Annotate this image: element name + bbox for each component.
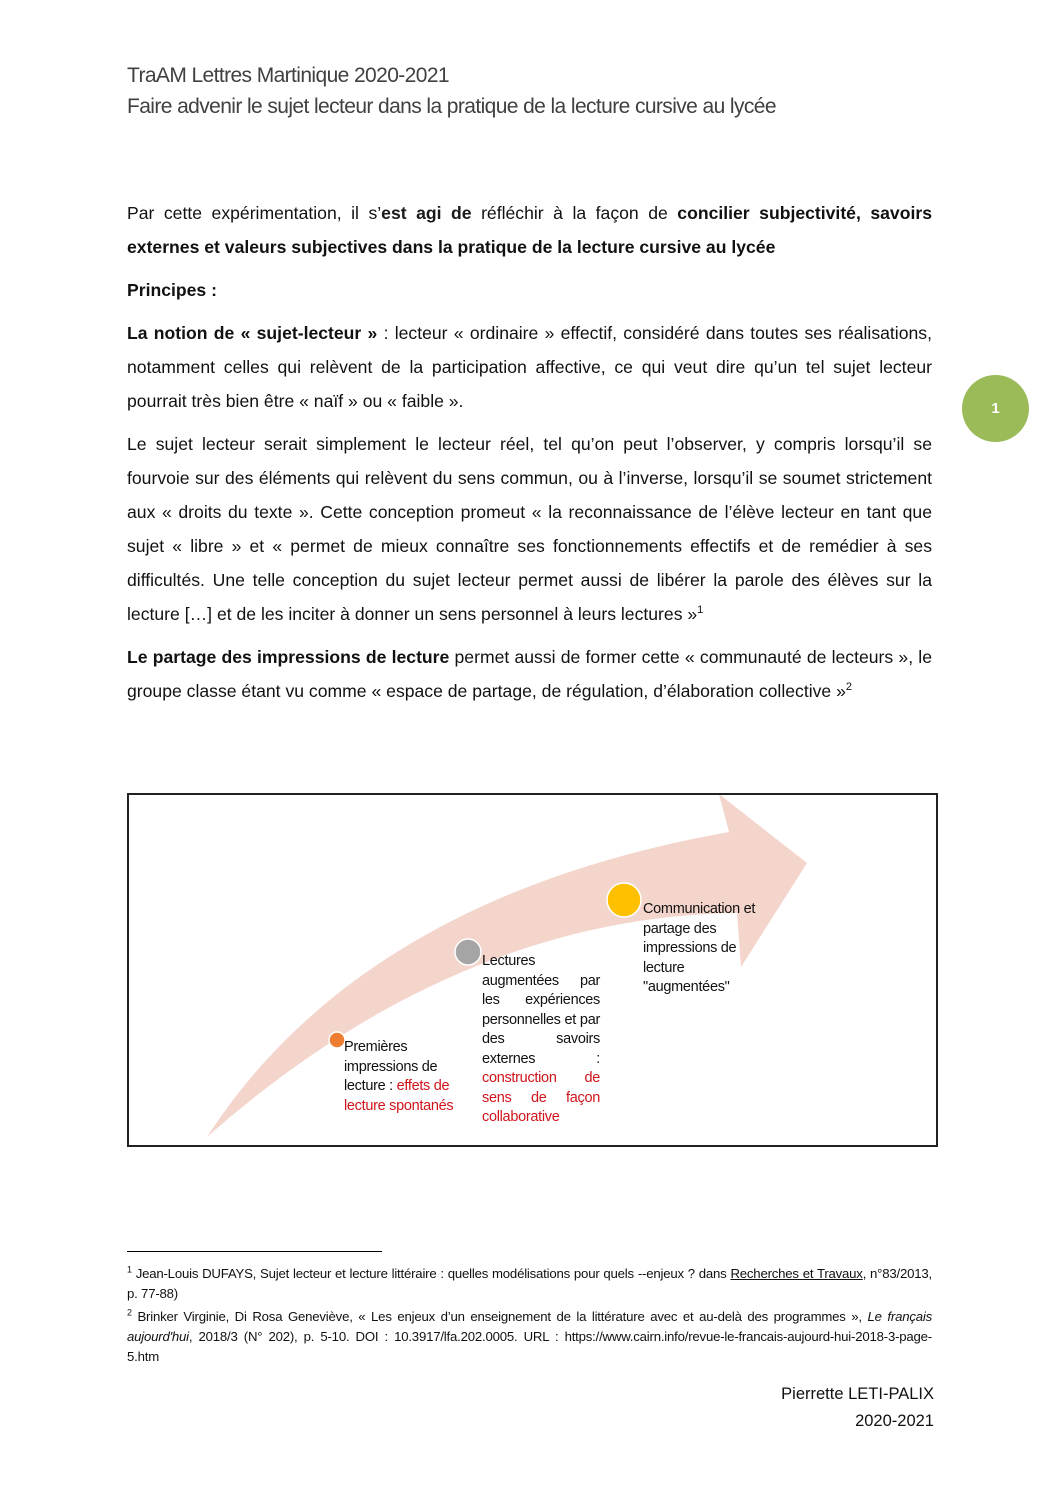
footnote-2-text-2: , 2018/3 (N° 202), p. 5-10. DOI : 10.3917/lfa.202.0005. URL : https://www.cairn.info/revue-le-francais-aujourd-hui-2018-3-page-5.htm xyxy=(127,1329,932,1364)
sujet-text-1: Le sujet lecteur serait simplement le lecteur réel, tel qu’ xyxy=(127,434,595,454)
step-2-highlight: construction de sens de façon collaborative xyxy=(482,1070,600,1125)
diagram-step-2 xyxy=(482,952,600,1128)
principes-heading-text: Principes : xyxy=(127,280,217,300)
yellow-dot xyxy=(607,883,641,917)
sujet-text-4: la reconnaissance de l’élève xyxy=(548,502,775,522)
footnote-ref-1[interactable]: 1 xyxy=(697,604,704,617)
partage-text-3: collective » xyxy=(753,681,846,701)
sujet-text-6: […] et de les inciter à xyxy=(184,604,350,624)
partage-paragraph xyxy=(127,640,932,708)
diagram-step-3 xyxy=(643,900,758,998)
footnote-1 xyxy=(127,1264,932,1304)
intro-text-1: Par cette expérimentation, il s’ xyxy=(127,203,382,223)
footnote-2-number: 2 xyxy=(127,1307,132,1318)
footnote-1-text: Jean-Louis DUFAYS, Sujet lecteur et lecture littéraire : quelles modélisations pour quels --enjeux ? dans xyxy=(131,1266,731,1281)
step-1-highlight: effets de lecture spontanés xyxy=(344,1078,454,1114)
footnote-2-text: Brinker Virginie, Di Rosa Geneviève, « Les enjeux d’un enseignement de la littérature avec et au-delà des programmes », xyxy=(131,1309,868,1324)
notion-label: La notion de « sujet-lecteur » xyxy=(127,323,378,343)
sujet-text-5: lecteur en tant que sujet « libre » et « permet de mieux connaître ses fonctionnements effectifs et de remédier à ses difficultés. Une telle conception du sujet lecteur permet aussi de libérer la parole des élèves sur la lecture xyxy=(127,502,932,624)
sujet-text-7: donner un sens personnel à leurs lectures » xyxy=(349,604,698,624)
partage-text-2: espace de partage, de régulation, d’élaboration xyxy=(386,681,754,701)
sujet-text-2: on peut l’observer, y compris lorsqu’il se fourvoie sur des éléments qui relèvent du sens commun, ou à l’inverse, lorsqu’il se soumet xyxy=(127,434,933,488)
notion-text-1: : lecteur « ordinaire » effectif, considéré dans toutes ses xyxy=(377,323,839,343)
notion-paragraph xyxy=(127,316,932,418)
step-1-text: Premières impressions de lecture : xyxy=(344,1039,438,1094)
step-3-text: Communication et partage des impressions de lecture "augmentées" xyxy=(643,901,756,995)
footnote-ref-2[interactable]: 2 xyxy=(845,681,852,694)
document-header-subtitle: Faire advenir le sujet lecteur dans la pratique de la lecture cursive au lycée xyxy=(127,95,776,118)
footnote-2-journal: Le français aujourd'hui xyxy=(127,1309,932,1344)
author-signature xyxy=(781,1381,934,1435)
intro-paragraph xyxy=(127,196,932,264)
sujet-paragraph xyxy=(127,427,932,631)
document-header-title: TraAM Lettres Martinique 2020-2021 xyxy=(127,64,449,87)
reading-process-diagram xyxy=(127,793,938,1147)
footnote-1-number: 1 xyxy=(127,1264,132,1275)
step-2-text: Lectures augmentées par les expériences personnelles et par des savoirs externes : xyxy=(482,953,600,1067)
author-name: Pierrette LETI-PALIX xyxy=(781,1385,934,1403)
notion-text-2: réalisations, notamment celles qui relèvent de la participation affective, ce qui veut dire qu’un xyxy=(127,323,932,377)
intro-emphasis: concilier subjectivité, savoirs externes et valeurs subjectives dans la pratique de la lecture cursive au lycée xyxy=(127,203,932,257)
partage-text-1: permet aussi de former cette « communauté de lecteurs », le groupe classe étant vu comme « xyxy=(127,647,932,701)
footnote-separator xyxy=(127,1251,382,1252)
footnote-1-text-2: , n°83/2013, p. 77-88) xyxy=(127,1266,932,1301)
gray-dot xyxy=(455,939,481,965)
page-number-badge xyxy=(962,375,1029,442)
partage-label: Le partage des impressions de lecture xyxy=(127,647,450,667)
footnote-1-journal: Recherches et Travaux xyxy=(730,1266,863,1281)
notion-text-3: tel sujet lecteur pourrait très bien être « naïf » ou « faible ». xyxy=(127,357,932,411)
author-year: 2020-2021 xyxy=(855,1412,934,1430)
diagram-step-1 xyxy=(344,1038,454,1116)
footnote-2 xyxy=(127,1307,932,1367)
intro-text-3: réfléchir à la façon de xyxy=(471,203,678,223)
principes-heading xyxy=(127,273,932,307)
intro-text-2: est agi de xyxy=(381,203,472,223)
body-content xyxy=(127,196,932,717)
sujet-text-3: strictement aux « droits du texte ». Cette conception promeut « xyxy=(127,468,932,522)
orange-dot xyxy=(329,1032,345,1048)
page-number: 1 xyxy=(991,400,1000,417)
